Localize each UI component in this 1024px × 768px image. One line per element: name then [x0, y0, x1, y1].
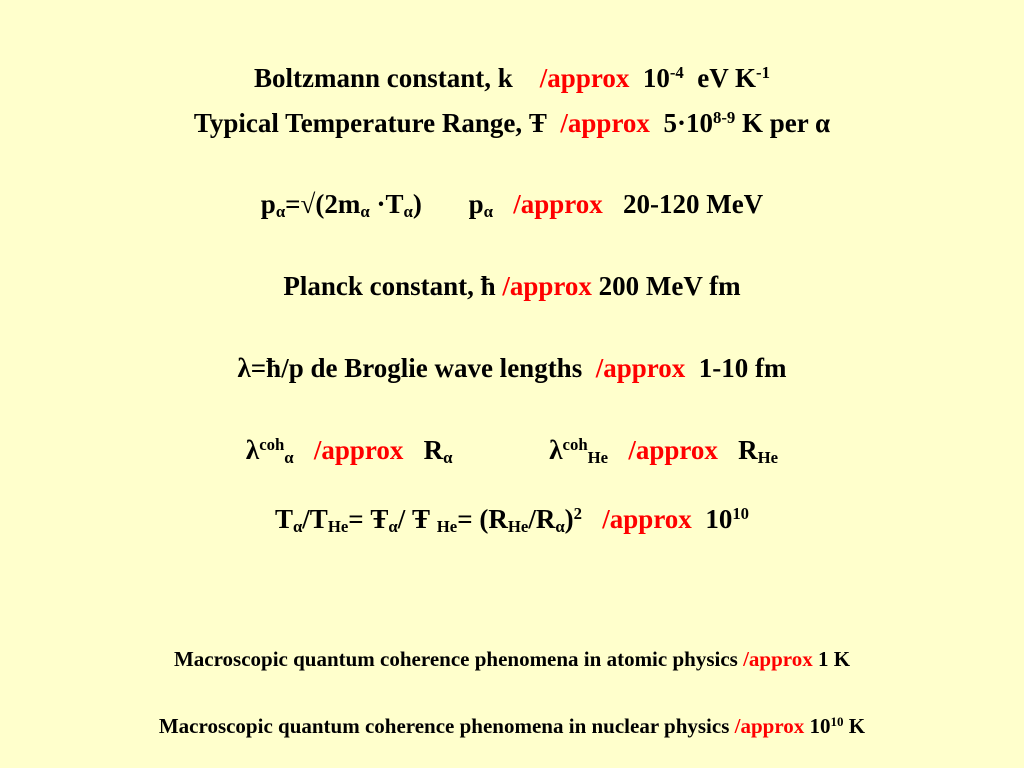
- text: Typical Temperature Range, Ŧ: [193, 108, 547, 138]
- approx-label: /approx: [743, 647, 813, 671]
- approx-label: /approx: [502, 271, 592, 301]
- unit: K: [848, 714, 866, 738]
- line-planck: [0, 270, 1024, 302]
- momentum-formula: $p_\alpha=√(2m_\alpha \cdot T_\alpha)$: [260, 189, 422, 222]
- value: $5\cdot 10^{8-9}$: [663, 107, 736, 138]
- approx-label: /approx: [602, 504, 692, 534]
- line-temperature-ratio: [0, 503, 1024, 535]
- text: Macroscopic quantum coherence phenomena in atomic physics: [173, 647, 738, 671]
- line-coherence-lengths: [0, 434, 1024, 466]
- approx-label: /approx: [513, 189, 603, 219]
- approx-label: /approx: [560, 108, 650, 138]
- value: $10^{10}$: [809, 713, 844, 738]
- text: Boltzmann constant, k: [254, 63, 513, 93]
- value: 1 K: [817, 647, 851, 671]
- unit: eV $K^{-1}$: [697, 62, 770, 93]
- approx-label: /approx: [595, 353, 686, 383]
- line-boltzmann: [0, 62, 1024, 94]
- value: 20-120 MeV: [622, 189, 764, 219]
- text: Planck constant, ħ: [283, 271, 496, 301]
- line-nuclear-physics: [0, 713, 1024, 739]
- radius-alpha: $R_\alpha$: [423, 435, 453, 468]
- lambda-he: $\lambda^{coh}_{He}$: [549, 434, 609, 468]
- ratio-formula: $T_\alpha/T_{He}=$ $Ŧ_\alpha/$ Ŧ $_{He}= (R_{He}/R_\alpha)^2$: [274, 503, 583, 537]
- approx-label: /approx: [628, 435, 718, 465]
- line-atomic-physics: [0, 646, 1024, 672]
- text: Macroscopic quantum coherence phenomena in nuclear physics: [158, 714, 730, 738]
- approx-label: /approx: [539, 63, 630, 93]
- line-debroglie: [0, 352, 1024, 384]
- lambda-alpha: $\lambda^{coh}_\alpha$: [245, 434, 294, 468]
- value: 200 MeV fm: [598, 271, 741, 301]
- approx-label: /approx: [734, 714, 805, 738]
- value: 1-10 fm: [698, 353, 787, 383]
- text: λ=ħ/p de Broglie wave lengths: [237, 353, 583, 383]
- radius-he: $R_{He}$: [738, 435, 779, 468]
- value: $10^{-4}$: [642, 62, 684, 93]
- unit: K per α: [742, 108, 831, 138]
- value: $10^{10}$: [705, 503, 750, 534]
- approx-label: /approx: [313, 435, 404, 465]
- line-temperature: [0, 107, 1024, 139]
- line-momentum: [0, 188, 1024, 220]
- momentum-symbol: $p_\alpha$: [468, 189, 493, 222]
